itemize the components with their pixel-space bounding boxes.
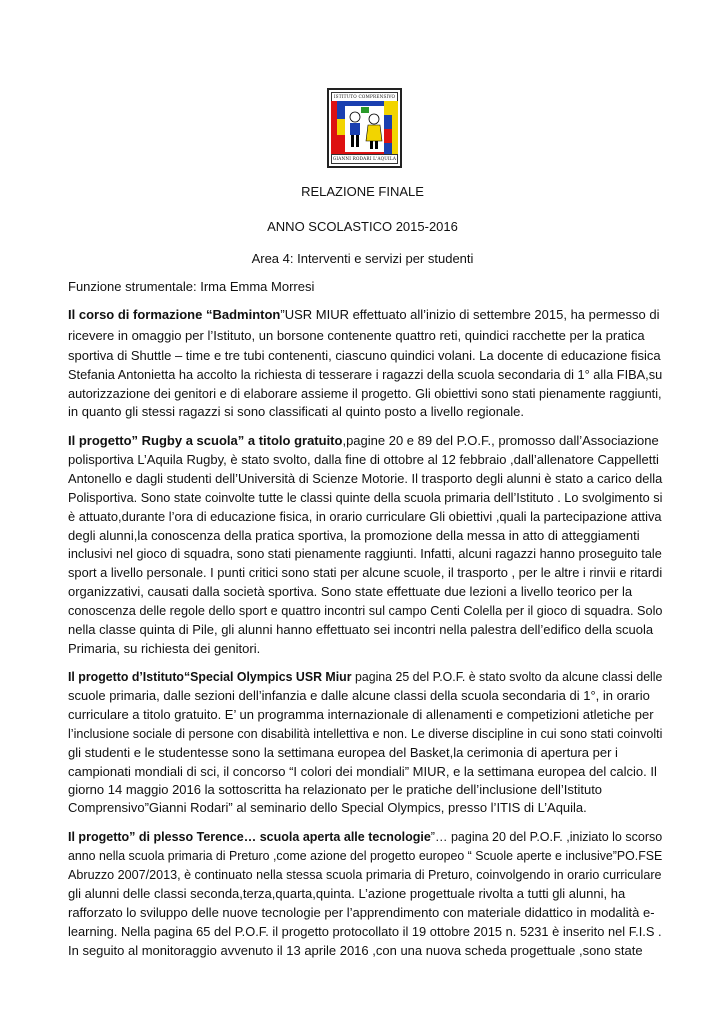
paragraph-line: gli studenti e le studentesse sono la settimana europea del Basket,la cerimonia di apertura per i [68, 745, 618, 760]
paragraph-line: rafforzato lo sviluppo delle nuove tecnologie per l’apprendimento con materiale didattico in modalità e- [68, 905, 655, 920]
paragraph-line: In seguito al monitoraggio avvenuto il 13 aprile 2016 ,con una nuova scheda progettuale ,sono state [68, 943, 643, 958]
paragraph-line: conoscenza delle regole dello sport e quattro incontri sul campo Centi Colella per il gioco di squadra. Solo [68, 603, 663, 618]
paragraph-line: curriculare a titolo gratuito. E’ un programma internazionale di allenamenti e competizioni atletiche per [68, 707, 654, 722]
paragraph-text: ”USR MIUR effettuato all’inizio di settembre 2015, ha permesso di [280, 307, 660, 322]
paragraph-lead: Il corso di formazione “Badminton [68, 307, 281, 322]
paragraph-line: è attuato,durante l’ora di educazione fisica, in orario curriculare Gli obiettivi ,quali la partecipazione attiva [68, 509, 662, 524]
paragraph-text: ,pagine 20 e 89 del P.O.F., promosso dall’Associazione [342, 433, 659, 448]
paragraph-line: sportiva di Shuttle – time e tre tubi contenenti, ciascuno quindici volani. La docente di educazione fisica [68, 348, 661, 363]
logo-top-text: ISTITUTO COMPRENSIVO [331, 92, 398, 102]
logo-artwork [331, 101, 398, 157]
paragraph-text: pagina 25 del P.O.F. è stato svolto da alcune classi delle [351, 669, 663, 684]
paragraph-text: ”… pagina 20 del P.O.F. ,iniziato lo scorso [430, 829, 663, 844]
paragraph-line: autorizzazione dei genitori e di elaborare assieme il progetto. Gli obiettivi sono stati pienamente raggiunti, [68, 386, 662, 401]
paragraph-line: ricevere in omaggio per l’Istituto, un borsone contenente quattro reti, quindici racchette per la pratica [68, 328, 645, 343]
paragraph-line: Antonello e dagli studenti dell’Università di Scienze Motorie. Il trasporto degli alunni è stato a carico della [68, 471, 663, 486]
paragraph-line: Polisportiva. Sono state coinvolte tutte le classi quinte della scuola primaria dell’Istituto . Lo svolgimento si [68, 490, 663, 505]
paragraph-line: Abruzzo 2007/2013, è continuato nella stessa scuola primaria di Preturo, coinvolgendo in orario curriculare [68, 867, 662, 882]
paragraph-line: learning. Nella pagina 65 del P.O.F. il progetto protocollato il 19 ottobre 2015 n. 5231 è inserito nel F.I.S . [68, 924, 662, 939]
paragraph-line [68, 433, 659, 449]
paragraph-line: l’inclusione sociale di persone con disabilità intellettiva e non. Le diverse discipline in cui sono stati coinvolti [68, 726, 663, 741]
area-heading: Area 4: Interventi e servizi per studenti [251, 251, 474, 266]
paragraph-line: anno nella scuola primaria di Preturo ,come azione del progetto europeo “ Scuole aperte e inclusive”PO.FSE [68, 848, 663, 863]
paragraph-line: organizzativi, causati dalla società sportiva. Sono state effettuate due lezioni a livello teorico per la [68, 584, 633, 599]
paragraph-line: polisportiva L’Aquila Rugby, è stato svolto, dalla fine di ottobre al 12 febbraio ,dall’allenatore Cappelletti [68, 452, 659, 467]
paragraph-line: scuole primaria, dalle sezioni dell’infanzia e dalle alcune classi della scuola secondaria di 1°, in orario [68, 688, 650, 703]
paragraph-line: sport a livello personale. I punti critici sono stati per alcune scuole, il trasporto , per le altre i rinvii e ritardi [68, 565, 663, 580]
paragraph-line: in quanto gli stessi ragazzi si sono classificati al quinto posto a livello regionale. [68, 404, 524, 419]
paragraph-line: Primaria, su richiesta dei genitori. [68, 641, 261, 656]
paragraph-line [68, 669, 662, 685]
paragraph-line: Comprensivo”Gianni Rodari” al seminario dello Special Olympics, presso l’ITIS di L’Aquila. [68, 800, 587, 815]
paragraph-line: nella classe quinta di Pile, gli alunni hanno effettuato sei incontri nella palestra dell’edifico della scuola [68, 622, 654, 637]
logo-bottom-text: GIANNI RODARI L'AQUILA [331, 154, 398, 164]
paragraph-lead: Il progetto d’Istituto“Special Olympics USR Miur [68, 669, 352, 684]
paragraph-line: Stefania Antonietta ha accolto la richiesta di tesserare i ragazzi della scuola secondaria di 1° alla FIBA,su [68, 367, 663, 382]
paragraph-lead: Il progetto” di plesso Terence… scuola aperta alle tecnologie [68, 829, 431, 844]
paragraph-line: campionati mondiali di sci, il concorso “I colori dei mondiali” MIUR, e la settimana europea del calcio. Il [68, 764, 657, 779]
paragraph-line [68, 829, 662, 845]
paragraph-line: gli alunni delle classi seconda,terza,quarta,quinta. L’azione progettuale rivolta a tutti gli alunni, ha [68, 886, 626, 901]
paragraph-line: degli alunni,la conoscenza della pratica sportiva, la promozione della messa in atto di atteggiamenti [68, 528, 640, 543]
paragraph-line [68, 307, 659, 323]
school-logo [327, 88, 402, 168]
paragraph-line: giorno 14 maggio 2016 la sottoscritta ha relazionato per le pratiche dell’inclusione dell’Istituto [68, 782, 603, 797]
report-title: RELAZIONE FINALE [301, 184, 424, 199]
paragraph-line: inclusivi nel gioco di squadra, sono stati pienamente raggiunti. Infatti, alcuni ragazzi hanno proseguito tale [68, 546, 662, 561]
paragraph-lead: Il progetto” Rugby a scuola” a titolo gratuito [68, 433, 343, 448]
funzione-strumentale: Funzione strumentale: Irma Emma Morresi [68, 279, 315, 294]
school-year: ANNO SCOLASTICO 2015-2016 [267, 219, 458, 234]
